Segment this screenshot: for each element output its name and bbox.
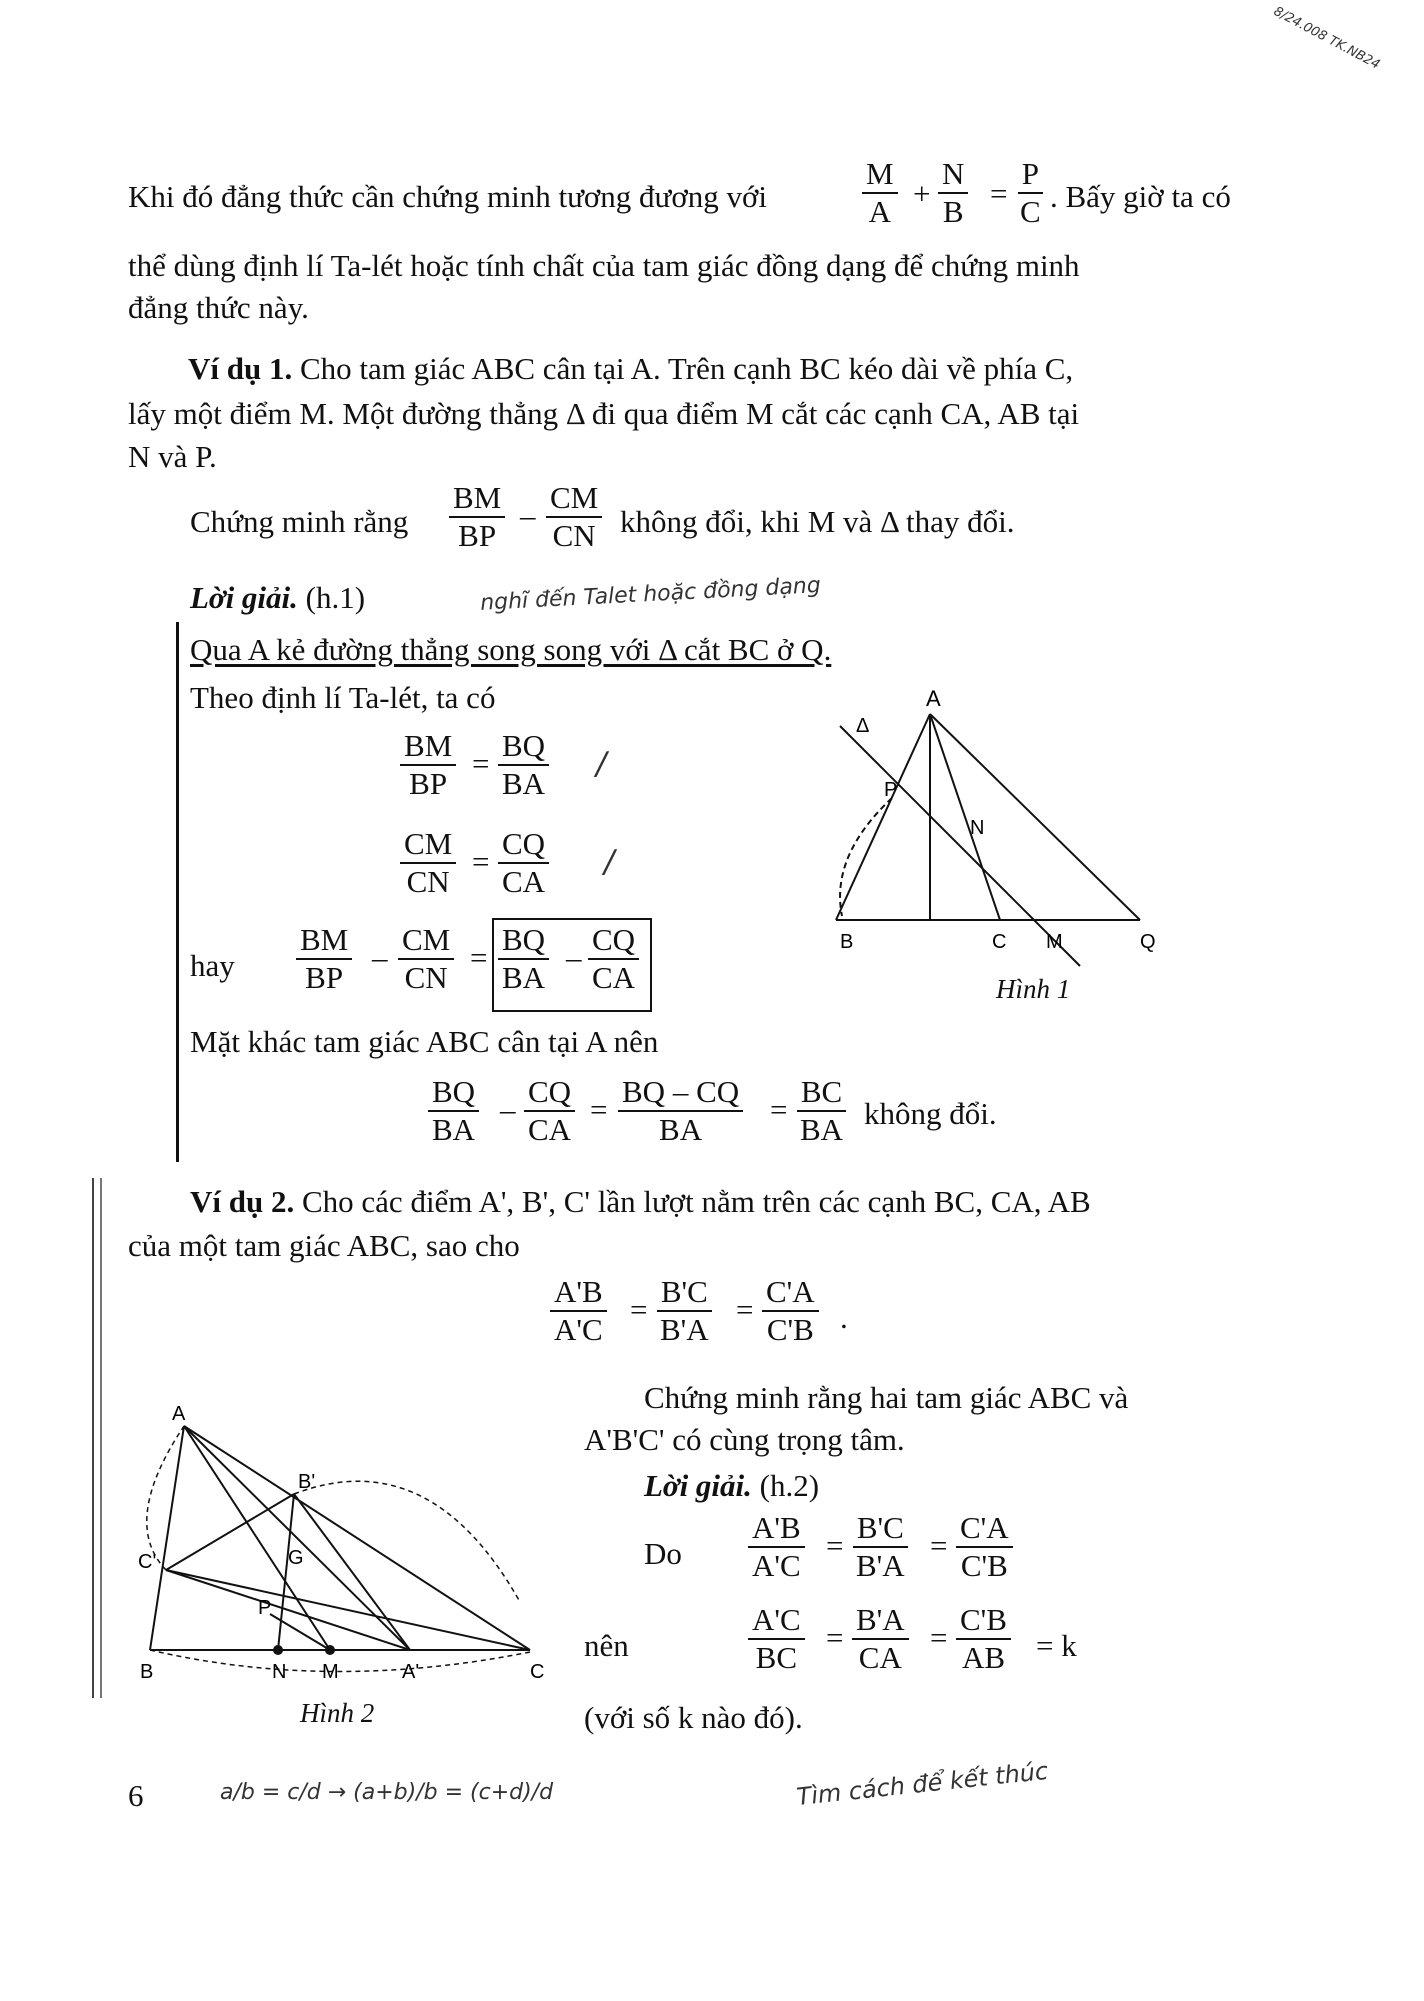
ex1-step2: Theo định lí Ta-lét, ta có [190,680,496,715]
fraction-a1b-a1c-2: $\frac{A'B}{A'C}$ [748,1510,805,1584]
equals-sign: = [590,1092,608,1127]
fraction-a1c-bc: $\frac{A'C}{BC}$ [748,1602,805,1676]
fraction-b1a-ca: $\frac{B'A}{CA}$ [852,1602,909,1676]
intro-line3: đẳng thức này. [128,290,309,325]
ex2-line2: của một tam giác ABC, sao cho [128,1228,520,1263]
fig2-label-c: C [530,1661,545,1683]
fraction-cm-cn-2: $\frac{CM}{CN}$ [400,826,456,900]
ex1-step4-suffix: không đổi. [864,1096,997,1131]
fig2-label-b1: B' [298,1471,316,1493]
minus-sign: – [566,940,582,975]
minus-sign: – [500,1092,516,1127]
fraction-bq-ba: $\frac{BQ}{BA}$ [498,728,549,802]
fraction-bc-ba: $\frac{BC}{BA}$ [796,1074,847,1148]
fraction-b1c-b1a-2: $\frac{B'C}{B'A}$ [852,1510,909,1584]
equals-sign: = [930,1528,948,1563]
fig2-label-b: B [140,1661,154,1683]
ex1-prove-prefix: Chứng minh rằng [190,504,409,539]
handwritten-formula: a/b = c/d → (a+b)/b = (c+d)/d [220,1780,554,1805]
equals-sign: = [826,1620,844,1655]
fraction-c1a-c1b: $\frac{C'A}{C'B}$ [762,1274,819,1348]
fig1-label-c: C [992,931,1007,953]
equals-sign: = [930,1620,948,1655]
fig1-label-q: Q [1140,931,1156,953]
period: . [840,1300,848,1335]
ex2-solution-heading: Lời giải. (h.2) [644,1468,820,1503]
check-mark: / [596,746,607,782]
ex1-hay: hay [190,948,235,983]
equals-sign: = [472,746,490,781]
fig2-label-n: N [272,1661,287,1683]
equals-sign: = [470,940,488,975]
equals-sign: = [990,176,1008,211]
fig1-label-b: B [840,931,854,953]
ex2-label: Ví dụ 2. [190,1184,295,1219]
fraction-cm-cn: $\frac{CM}{CN}$ [546,480,602,554]
corner-stamp: 8/24.008 TK.NB24 [1270,4,1383,73]
intro-line1-prefix: Khi đó đẳng thức cần chứng minh tương đương với [128,179,767,214]
ex1-prove-suffix: không đổi, khi M và Δ thay đổi. [620,504,1015,539]
ex1-line2: lấy một điểm M. Một đường thẳng Δ đi qua điểm M cắt các cạnh CA, AB tại [128,396,1080,431]
fig2-label-g: G [288,1547,304,1569]
fraction-cm-cn-3: $\frac{CM}{CN}$ [398,922,454,996]
left-margin-lines-2 [100,1178,102,1698]
fraction-cq-ca-3: $\frac{CQ}{CA}$ [524,1074,575,1148]
ex1-step1: Qua A kẻ đường thẳng song song với Δ cắt BC ở Q. [190,632,832,667]
ex1-handwritten-note: nghĩ đến Talet hoặc đồng dạng [479,573,822,616]
handwritten-note: Tìm cách để kết thúc [795,1756,1050,1812]
minus-sign: – [520,498,536,533]
figure-1 [820,676,1260,1006]
page-number: 6 [128,1778,144,1813]
figure-2 [130,1402,560,1692]
minus-sign: – [372,940,388,975]
ex2-tail: (với số k nào đó). [584,1700,803,1735]
ex1-line1: Ví dụ 1. Cho tam giác ABC cân tại A. Trên cạnh BC kéo dài về phía C, [188,351,1074,386]
fig1-label-delta: Δ [856,715,870,737]
fig1-label-p: P [884,779,898,801]
plus-sign: + [913,176,931,211]
fraction-bm-bp-3: $\frac{BM}{BP}$ [296,922,352,996]
fraction-bm-bp: $\frac{BM}{BP}$ [449,480,505,554]
fraction-bq-ba-3: $\frac{BQ}{BA}$ [428,1074,479,1148]
fig2-label-a: A [172,1403,186,1425]
fraction-bm-bp-2: $\frac{BM}{BP}$ [400,728,456,802]
fraction-c1b-ab: $\frac{C'B}{AB}$ [956,1602,1011,1676]
fig2-label-c1: C' [138,1551,157,1573]
equals-sign: = [736,1292,754,1327]
equals-sign: = [826,1528,844,1563]
ex2-eq-k: = k [1036,1628,1077,1663]
fraction-c1a-c1b-2: $\frac{C'A}{C'B}$ [956,1510,1013,1584]
fig2-label-m: M [322,1661,339,1683]
fraction-bq-ba-2: $\frac{BQ}{BA}$ [498,922,549,996]
fraction-cq-ca-2: $\frac{CQ}{CA}$ [588,922,639,996]
fraction-cq-ca: $\frac{CQ}{CA}$ [498,826,549,900]
fraction-b1c-b1a: $\frac{B'C}{B'A}$ [656,1274,713,1348]
intro-line1-suffix: . Bấy giờ ta có [1050,179,1231,214]
fig1-label-m: M [1046,931,1063,953]
equals-sign: = [630,1292,648,1327]
intro-line2: thể dùng định lí Ta-lét hoặc tính chất của tam giác đồng dạng để chứng minh [128,248,1080,283]
solution-margin-bar [176,622,179,1162]
fig1-label-n: N [970,817,985,839]
figure-2-caption: Hình 2 [300,1698,375,1728]
fig2-label-p: P [258,1597,272,1619]
fraction-p-over-c: $\frac{P}{C}$ [1016,156,1045,230]
ex2-prove-line1: Chứng minh rằng hai tam giác ABC và [644,1380,1129,1415]
fraction-n-over-b: $\frac{N}{B}$ [938,156,968,230]
ex2-nen: nên [584,1628,629,1663]
fraction-a1b-a1c: $\frac{A'B}{A'C}$ [550,1274,607,1348]
ex1-label: Ví dụ 1. [188,351,293,386]
fraction-bqmcq-ba: $\frac{BQ - CQ}{BA}$ [618,1074,743,1148]
ex2-do: Do [644,1536,682,1571]
equals-sign: = [472,844,490,879]
ex2-prove-line2: A'B'C' có cùng trọng tâm. [584,1422,905,1457]
left-margin-lines [92,1178,94,1698]
ex1-solution-heading: Lời giải. (h.1) [190,580,366,615]
check-mark: / [604,844,615,880]
ex2-line1: Ví dụ 2. Cho các điểm A', B', C' lần lượt nằm trên các cạnh BC, CA, AB [190,1184,1091,1219]
fraction-m-over-a: $\frac{M}{A}$ [862,156,898,230]
figure-1-caption: Hình 1 [996,974,1071,1004]
ex1-step3: Mặt khác tam giác ABC cân tại A nên [190,1024,659,1059]
equals-sign: = [770,1092,788,1127]
fig1-label-a: A [926,686,941,711]
ex1-line3: N và P. [128,439,217,474]
fig2-label-a1: A' [402,1661,420,1683]
